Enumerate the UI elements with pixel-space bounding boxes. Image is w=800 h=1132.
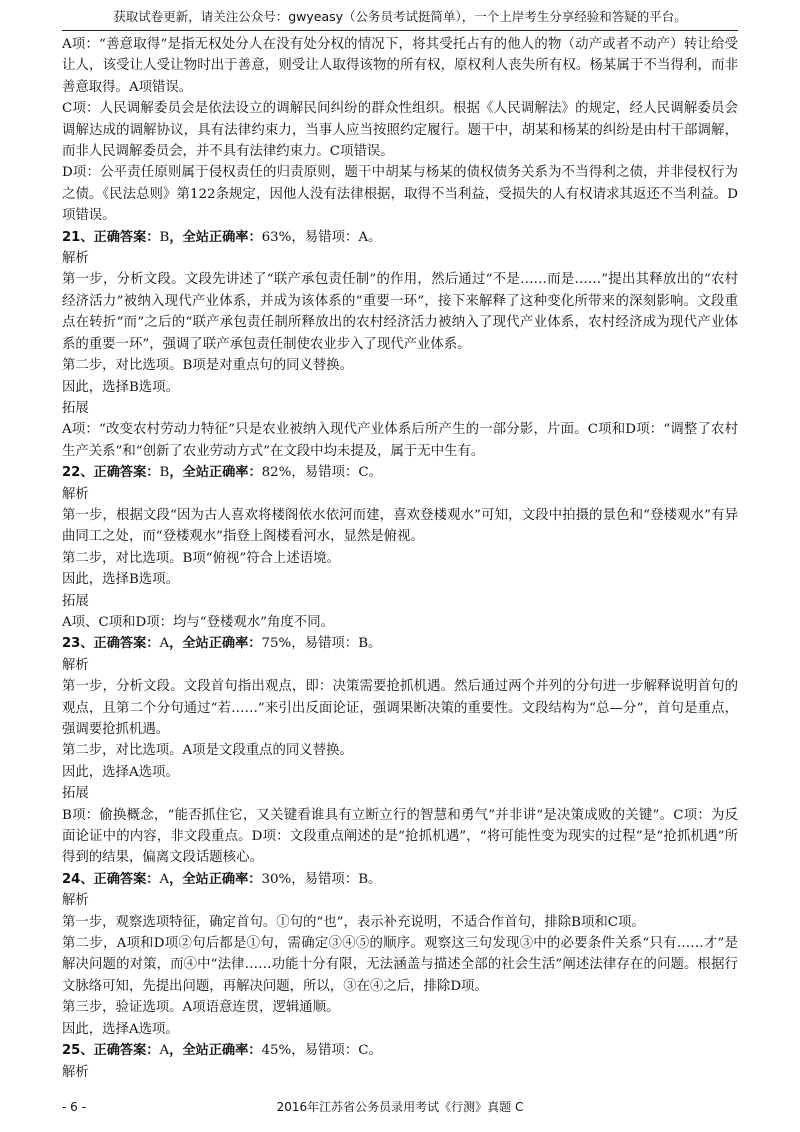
- answer-answer: A: [159, 1043, 170, 1059]
- answer-line: [62, 227, 738, 248]
- answer-wrong: B: [358, 871, 369, 887]
- answer-label: 、正确答案：: [80, 871, 160, 887]
- answer-line: [62, 1040, 738, 1061]
- answer-label: ，易错项：: [291, 465, 359, 481]
- paragraph: A项：“改变农村劳动力特征”只是农业被纳入现代产业体系后所产生的一部分影，片面。C项和D项：“调整了农村生产关系”和“创新了农业劳动方式”在文段中均未提及，属于无中生有。: [62, 422, 738, 459]
- paragraph: C项：人民调解委员会是依法设立的调解民间纠纷的群众性组织。根据《人民调解法》的规定，经人民调解委员会调解达成的调解协议，具有法律约束力，当事人应当按照约定履行。题干中，胡某和杨某的纠纷是由村干部调解，而非人民调解委员会，并不具有法律约束力。C项错误。: [62, 101, 738, 160]
- paragraph: B项：偷换概念，“能否抓住它，又关键看谁具有立断立行的智慧和勇气”并非讲“是决策成败的关键”。C项：为反面论证中的内容，非文段重点。D项：文段重点阐述的是“抢抓机遇”，“将可能性变为现实的过程”是“抢抓机遇”所得到的结果，偏离文段话题核心。: [62, 807, 738, 866]
- answer-rate: 82%: [261, 465, 292, 481]
- answer-label: 、正确答案：: [80, 636, 160, 652]
- answer-wrong: A: [358, 229, 369, 245]
- answer-label: ，全站正确率：: [169, 229, 262, 245]
- paragraph: 因此，选择B选项。: [62, 379, 179, 395]
- answer-rate: 75%: [261, 636, 292, 652]
- paragraph: A项、C项和D项：均与“登楼观水”角度不同。: [62, 614, 334, 630]
- answer-answer: B: [159, 229, 170, 245]
- paragraph: D项：公平责任原则属于侵权责任的归责原则，题干中胡某与杨某的债权债务关系为不当得利之债，并非侵权行为之债。《民法总则》第122条规定，因他人没有法律根据，取得不当利益，受损失的人有权请求其返还不当利益。D项错误。: [62, 165, 738, 224]
- answer-num: 22: [62, 465, 81, 481]
- paragraph: 第二步，对比选项。B项“俯视”符合上述语境。: [62, 550, 340, 566]
- answer-label: ，易错项：: [291, 1043, 359, 1059]
- paragraph: 第二步，对比选项。A项是文段重点的同义替换。: [62, 743, 353, 759]
- answer-answer: B: [159, 465, 170, 481]
- answer-wrong: B: [358, 636, 369, 652]
- paragraph: 解析: [62, 1064, 89, 1080]
- punct: 。: [368, 871, 382, 887]
- answer-rate: 30%: [261, 871, 292, 887]
- answer-label: ，易错项：: [291, 636, 359, 652]
- answer-label: ，全站正确率：: [169, 636, 262, 652]
- answer-num: 21: [62, 229, 81, 245]
- paragraph: 解析: [62, 893, 89, 909]
- answer-line: [62, 633, 738, 654]
- answer-line: [62, 462, 738, 483]
- paragraph: 因此，选择A选项。: [62, 1021, 179, 1037]
- answer-wrong: C: [358, 465, 369, 481]
- answer-answer: A: [159, 636, 170, 652]
- answer-label: ，全站正确率：: [169, 1043, 262, 1059]
- exam-title: 2016年江苏省公务员录用考试《行测》真题 C: [276, 1100, 524, 1114]
- paragraph: 第一步，分析文段。文段首句指出观点，即：决策需要抢抓机遇。然后通过两个并列的分句进一步解释说明首句的观点，且第二个分句通过“若……”来引出反面论证，强调果断决策的重要性。文段结构为“总—分”，首句是重点，强调要抢抓机遇。: [62, 679, 738, 737]
- paragraph: 解析: [62, 486, 89, 502]
- paragraph: 拓展: [62, 786, 89, 802]
- answer-label: ，全站正确率：: [169, 871, 262, 887]
- answer-label: ，易错项：: [291, 871, 359, 887]
- paragraph: 因此，选择A选项。: [62, 764, 179, 780]
- paragraph: 拓展: [62, 400, 89, 416]
- paragraph: 第二步，A项和D项②句后都是①句，需确定③④⑤的顺序。观察这三句发现③中的必要条件关系“只有……才”是解决问题的对策，而④中“法律……功能十分有限，无法涵盖与描述全部的社会生活”阐述法律存在的问题。根据行文脉络可知，先提出问题，再解决问题，所以，③在④之后，排除D项。: [62, 936, 738, 994]
- paragraph: 第一步，分析文段。文段先讲述了“联产承包责任制”的作用，然后通过“不是……而是……”提出其释放出的“农村经济活力”被纳入现代产业体系，并成为该体系的“重要一环”，接下来解释了这种变化所带来的深刻影响。文段重点在转折“而”之后的“联产承包责任制所释放出的农村经济活力被纳入了现代产业体系，农村经济成为现代产业体系的重要一环”，强调了联产承包责任制使农业步入了现代产业体系。: [62, 272, 738, 352]
- paragraph: 因此，选择B选项。: [62, 572, 179, 588]
- answer-num: 23: [62, 636, 81, 652]
- punct: 。: [368, 636, 382, 652]
- page-number: - 6 -: [62, 1100, 86, 1114]
- paragraph: 第一步，观察选项特征，确定首句。①句的“也”，表示补充说明，不适合作首句，排除B项和C项。: [62, 914, 645, 930]
- answer-label: ，易错项：: [291, 229, 359, 245]
- answer-label: 、正确答案：: [80, 229, 160, 245]
- paragraph: 第一步，根据文段“因为古人喜欢将楼阁依水依河而建，喜欢登楼观水”可知，文段中拍摄的景色和“登楼观水”有异曲同工之处，而“登楼观水”指登上阁楼看河水，显然是俯视。: [62, 507, 738, 545]
- document-body: [62, 34, 738, 1083]
- answer-rate: 45%: [261, 1043, 292, 1059]
- paragraph: 第二步，对比选项。B项是对重点句的同义替换。: [62, 358, 354, 374]
- paragraph: 解析: [62, 251, 89, 267]
- paragraph: 第三步，验证选项。A项语意连贯，逻辑通顺。: [62, 1000, 340, 1016]
- answer-answer: A: [159, 871, 170, 887]
- answer-num: 24: [62, 871, 81, 887]
- paragraph: A项：“善意取得”是指无权处分人在没有处分权的情况下，将其受托占有的他人的物（动产或者不动产）转让给受让人，该受让人受让物时出于善意，则受让人取得该物的所有权，原权利人丧失所有权。杨某属于不当得利，而非善意取得。A项错误。: [62, 37, 738, 95]
- answer-label: ，全站正确率：: [169, 465, 262, 481]
- punct: 。: [368, 1043, 382, 1059]
- answer-num: 25: [62, 1043, 81, 1059]
- answer-rate: 63%: [261, 229, 292, 245]
- punct: 。: [368, 465, 382, 481]
- page-header: 获取试卷更新，请关注公众号：gwyeasy（公务员考试挺简单），一个上岸考生分享经验和答疑的平台。: [62, 6, 738, 31]
- answer-label: 、正确答案：: [80, 1043, 160, 1059]
- answer-line: [62, 869, 738, 890]
- page-footer: [62, 1096, 738, 1118]
- paragraph: 解析: [62, 657, 89, 673]
- punct: 。: [368, 229, 382, 245]
- answer-label: 、正确答案：: [80, 465, 160, 481]
- paragraph: 拓展: [62, 593, 89, 609]
- answer-wrong: C: [358, 1043, 369, 1059]
